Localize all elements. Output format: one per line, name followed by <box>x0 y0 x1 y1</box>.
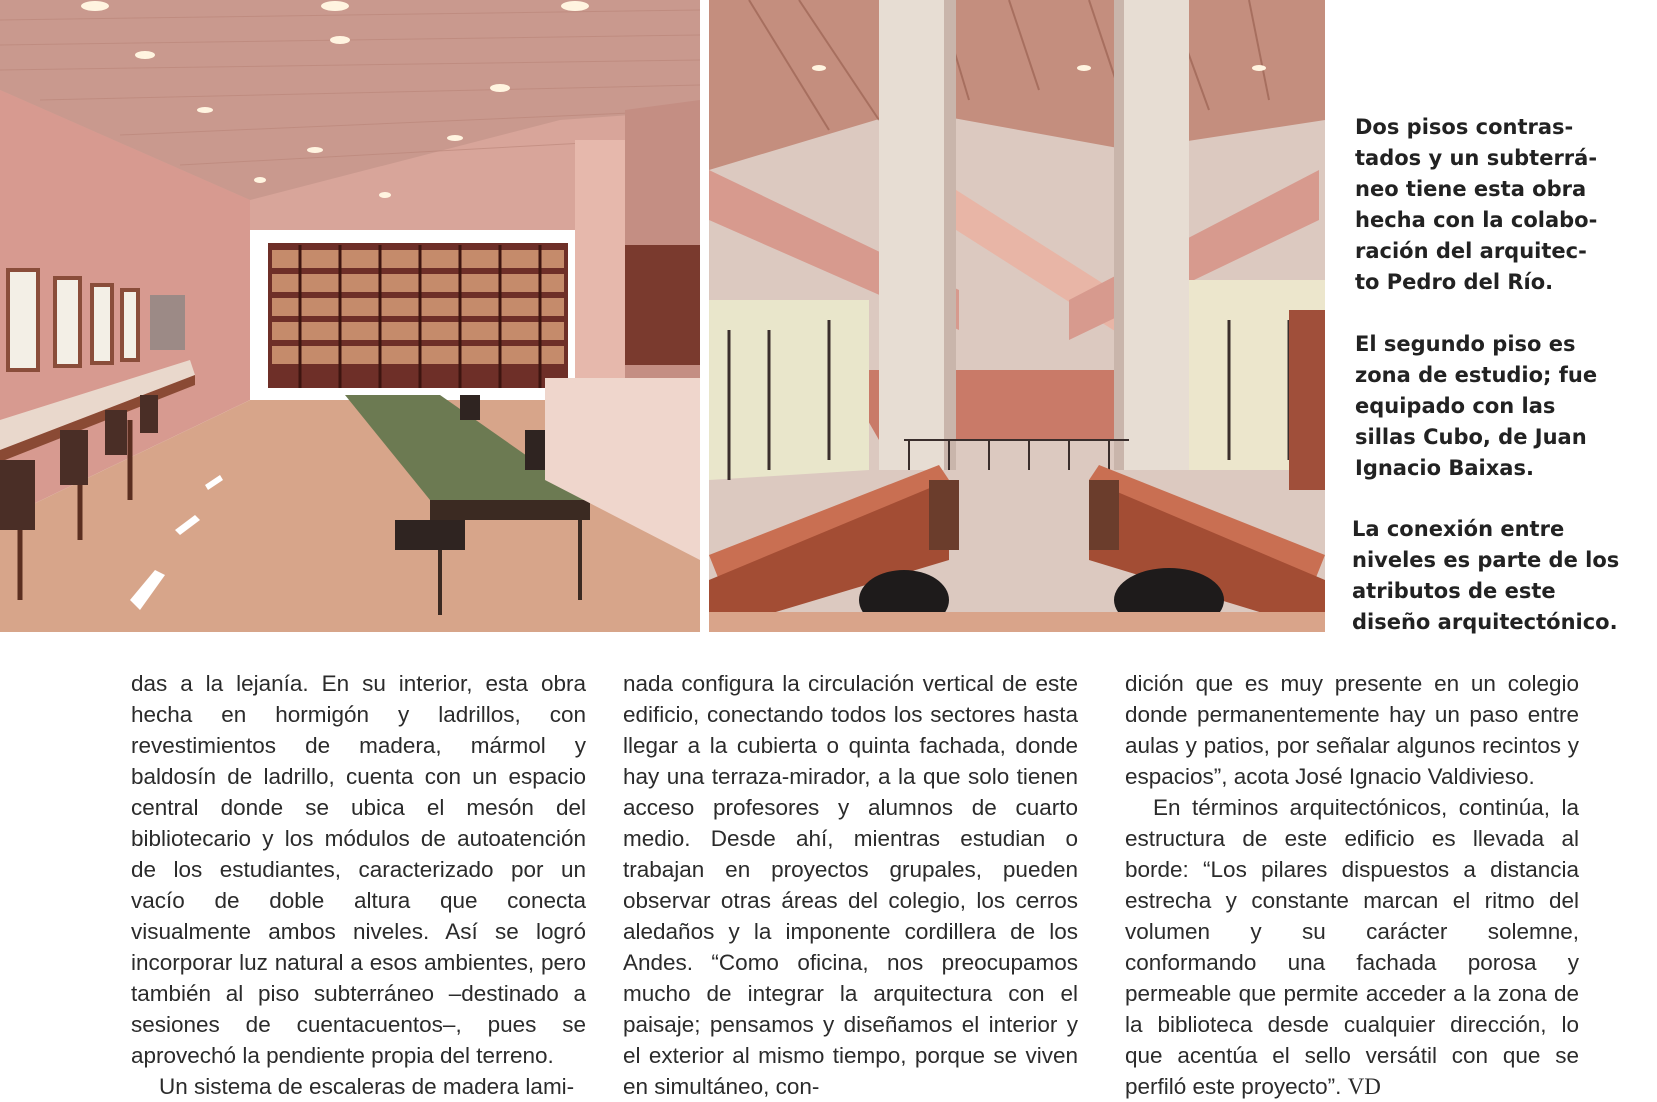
article-column-2 <box>623 668 1078 1102</box>
atrium-illustration <box>709 0 1325 632</box>
photo-caption-floors: Dos pisos contras- tados y un subterrá- neo tiene esta obra hecha con la colabo- ración del arquitec- to Pedro del Río. <box>1355 115 1598 294</box>
atrium-staircase-photo <box>709 0 1325 632</box>
article-paragraph: dición que es muy presente en un colegio donde permanentemente hay un paso entre aulas y patios, por señalar algunos recintos y espacios”, acota José Ignacio Valdivieso. <box>1125 671 1579 789</box>
article-paragraph: das a la lejanía. En su interior, esta obra hecha en hormigón y ladrillos, con revestimientos de madera, mármol y baldosín de ladrillo, cuenta con un espacio central donde se ubica el mesón del bibliotecario y los módulos de autoatención de los estudiantes, caracterizado por un vacío de doble altura que conecta visualmente ambos niveles. Así se logró incorporar luz natural a esos ambientes, pero también al piso subterráneo –destinado a sesiones de cuentacuentos–, pues se aprovechó la pendiente propia del terreno. <box>131 671 586 1068</box>
article-paragraph-final <box>1125 792 1579 1102</box>
article-column-1 <box>131 668 586 1102</box>
reading-room-photo <box>0 0 700 632</box>
article-paragraph: Un sistema de escaleras de madera lami- <box>159 1074 575 1099</box>
photo-caption-study-zone: El segundo piso es zona de estudio; fue equipado con las sillas Cubo, de Juan Ignacio Baixas. <box>1355 332 1598 480</box>
article-paragraph-text: En términos arquitectónicos, continúa, la estructura de este edificio es llevada al borde: “Los pilares dispuestos a distancia estrecha y constante marcan el ritmo del volumen y su carácter solemne, conformando una fachada porosa y permeable que permite acceder a la zona de la biblioteca desde cualquier dirección, lo que acentúa el sello versátil con que se perfiló este proyecto”. <box>1125 795 1579 1099</box>
article-paragraph: nada configura la circulación vertical de este edificio, conectando todos los sectores hasta llegar a la cubierta o quinta fachada, donde hay una terraza-mirador, a la que solo tienen acceso profesores y alumnos de cuarto medio. Desde ahí, mientras estudian o trabajan en proyectos grupales, pueden observar otras áreas del colegio, los cerros aledaños y la imponente cordillera de los Andes. “Como oficina, nos preocupamos mucho de integrar la arquitectura con el paisaje; pensamos y diseñamos el interior y el exterior al mismo tiempo, porque se viven en simultáneo, con- <box>623 671 1078 1099</box>
photo-caption-connection: La conexión entre niveles es parte de los atributos de este diseño arquitectónico. <box>1352 517 1620 634</box>
reading-room-illustration <box>0 0 700 632</box>
article-column-3 <box>1125 668 1579 1102</box>
author-signature: VD <box>1347 1074 1381 1099</box>
